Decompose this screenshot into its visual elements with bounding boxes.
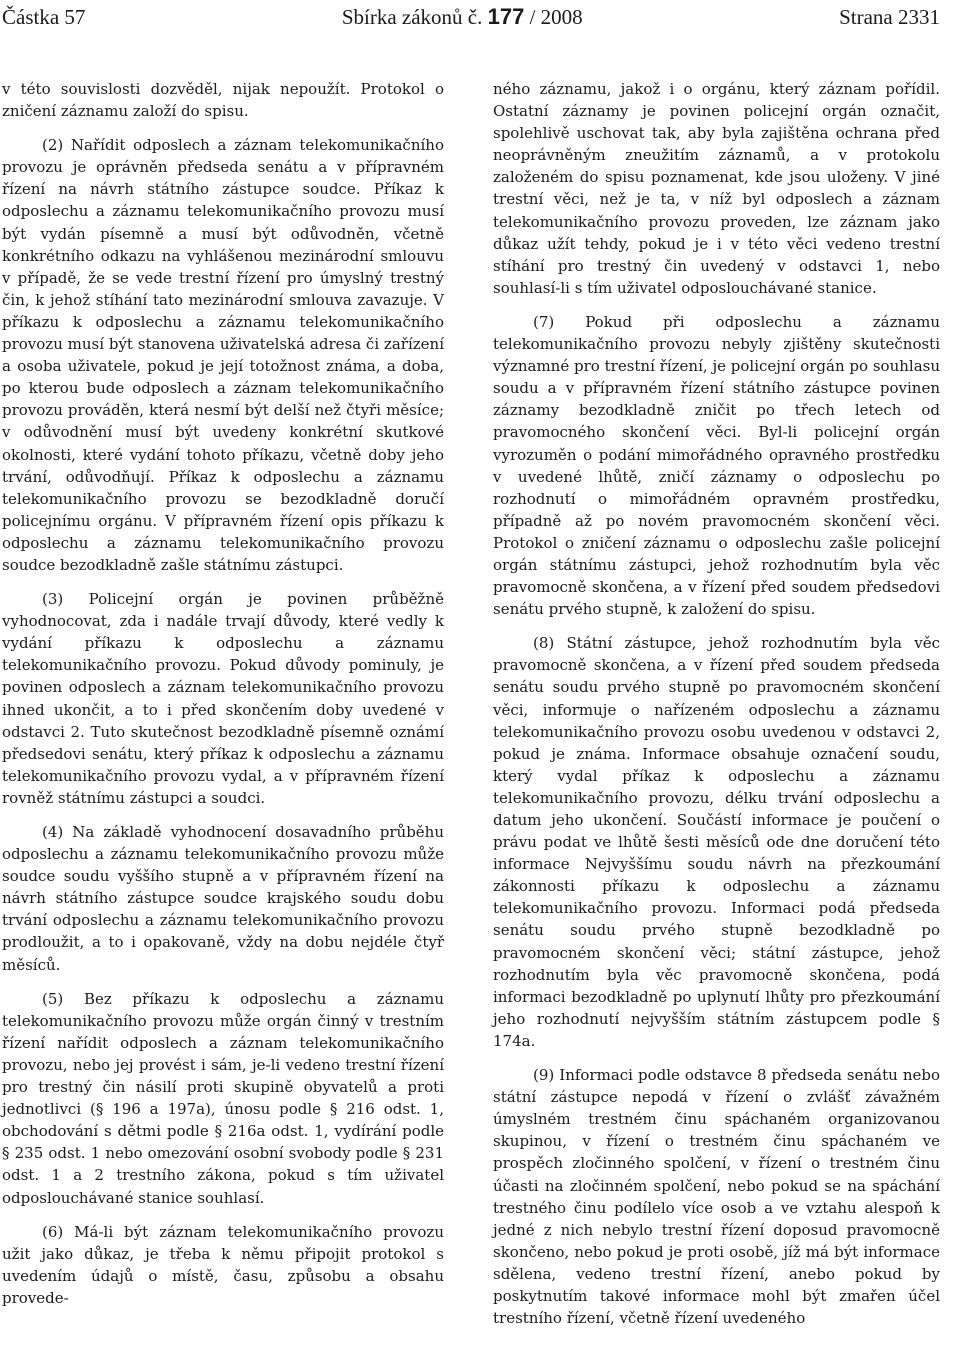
header-part: Částka 57 [2, 5, 86, 29]
paragraph: (8) Státní zástupce, jehož rozhodnutím byla věc pravomocně skončena, a v řízení před soudem předseda senátu soudu prvého stupně po pravomocném skončení věci, informuje o nařízeném odposlechu a záznamu telekomunikačního provozu osobu uvedenou v odstavci 2, pokud je známa. Informace obsahuje označení soudu, který vydal příkaz k odposlechu a záznamu telekomunikačního provozu, délku trvání odposlechu a datum jeho ukončení. Součástí informace je poučení o právu podat ve lhůtě šesti měsíců ode dne doručení této informace Nejvyššímu soudu návrh na přezkoumání zákonnosti příkazu k odposlechu a záznamu telekomunikačního provozu. Informaci podá předseda senátu soudu prvého stupně bezodkladně po pravomocném skončení věci; státní zástupce, jehož rozhodnutím byla věc pravomocně skončena, podá informaci bezodkladně po uplynutí lhůty pro přezkoumání jeho rozhodnutí nejvyšším státním zástupcem podle § 174a. [493, 634, 940, 1050]
paragraph: (2) Nařídit odposlech a záznam telekomunikačního provozu je oprávněn předseda senátu a v přípravném řízení na návrh státního zástupce soudce. Příkaz k odposlechu a záznamu telekomunikačního provozu musí být vydán písemně a musí být odůvodněn, včetně konkrétního odkazu na vyhlášenou mezinárodní smlouvu v případě, že se vede trestní řízení pro úmyslný trestný čin, k jehož stíhání tato mezinárodní smlouva zavazuje. V příkazu k odposlechu a záznamu telekomunikačního provozu musí být stanovena uživatelská adresa či zařízení a osoba uživatele, pokud je její totožnost známa, a doba, po kterou bude odposlech a záznam telekomunikačního provozu prováděn, která nesmí být delší než čtyři měsíce; v odůvodnění musí být uvedeny konkrétní skutkové okolnosti, které vydání tohoto příkazu, včetně doby jeho trvání, odůvodňují. Příkaz k odposlechu a záznamu telekomunikačního provozu se bezodkladně doručí policejnímu orgánu. V přípravném řízení opis příkazu k odposlechu a záznamu telekomunikačního provozu soudce bezodkladně zašle státnímu zástupci. [2, 136, 444, 574]
header-page-number: Strana 2331 [839, 5, 940, 29]
paragraph: v této souvislosti dozvěděl, nijak nepoužít. Protokol o zničení záznamu založí do spisu. [2, 80, 444, 121]
paragraph: (9) Informaci podle odstavce 8 předseda senátu nebo státní zástupce nepodá v řízení o zvlášť závažném úmyslném trestném činu spáchaném organizovanou skupinou, v řízení o trestném činu spáchaném ve prospěch zločinného spolčení, v řízení o trestném činu účasti na zločinném spolčení, nebo pokud se na spáchání trestného činu podílelo více osob a ve vztahu alespoň k jedné z nich nebylo trestní řízení doposud pravomocně skončeno, nebo pokud je proti osobě, jíž má být informace sdělena, vedeno trestní řízení, anebo pokud by poskytnutím takové informace mohl být zmařen účel trestního řízení, včetně řízení uvedeného [493, 1066, 940, 1328]
paragraph: ného záznamu, jakož i o orgánu, který záznam pořídil. Ostatní záznamy je povinen policejní orgán označit, spolehlivě uschovat tak, aby byla zajištěna ochrana před neoprávněným zneužitím záznamů, a v protokolu založeném do spisu poznamenat, kde jsou uloženy. V jiné trestní věci, než je ta, v níž byl odposlech a záznam telekomunikačního provozu proveden, lze záznam jako důkaz užít tehdy, pokud je i v této věci vedeno trestní stíhání pro trestný čin uvedený v odstavci 1, nebo souhlasí-li s tím uživatel odposlouchávané stanice. [493, 80, 940, 297]
paragraph: (5) Bez příkazu k odposlechu a záznamu telekomunikačního provozu může orgán činný v trestním řízení nařídit odposlech a záznam telekomunikačního provozu, nebo jej provést i sám, je-li vedeno trestní řízení pro trestný čin násilí proti skupině obyvatelů a proti jednotlivci (§ 196 a 197a), únosu podle § 216 odst. 1, obchodování s dětmi podle § 216a odst. 1, vydírání podle § 235 odst. 1 nebo omezování osobní svobody podle § 231 odst. 1 a 2 trestního zákona, pokud s tím uživatel odposlouchávané stanice souhlasí. [2, 989, 444, 1207]
header-collection-prefix: Sbírka zákonů č. [341, 5, 483, 29]
paragraph: (6) Má-li být záznam telekomunikačního provozu užit jako důkaz, je třeba k němu připojit protokol s uvedením údajů o místě, času, způsobu a obsahu provede- [2, 1222, 444, 1307]
paragraph: (7) Pokud při odposlechu a záznamu telekomunikačního provozu nebyly zjištěny skutečnosti významné pro trestní řízení, je policejní orgán po souhlasu soudu a v přípravném řízení státního zástupce povinen záznamy bezodkladně zničit po třech letech od pravomocného skončení věci. Byl-li policejní orgán vyrozuměn o podání mimořádného opravného prostředku v uvedené lhůtě, zničí záznamy o odposlechu po rozhodnutí o mimořádném opravném prostředku, případně až po novém pravomocném skončení věci. Protokol o zničení záznamu o odposlechu zašle policejní orgán státnímu zástupci, jehož rozhodnutím byla věc pravomocně skončena, a v řízení před soudem předsedovi senátu prvého stupně, k založení do spisu. [493, 312, 940, 619]
left-column [2, 78, 444, 1309]
header-collection-year: / 2008 [529, 5, 583, 29]
paragraph: (4) Na základě vyhodnocení dosavadního průběhu odposlechu a záznamu telekomunikačního provozu může soudce soudu vyššího stupně a v přípravném řízení na návrh státního zástupce soudce krajského soudu dobu trvání odposlechu a záznamu telekomunikačního provozu prodloužit, a to i opakovaně, vždy na dobu nejdéle čtyř měsíců. [2, 823, 444, 974]
header-collection [342, 4, 583, 30]
right-column [493, 78, 940, 1329]
paragraph: (3) Policejní orgán je povinen průběžně vyhodnocovat, zda i nadále trvají důvody, které vedly k vydání příkazu k odposlechu a záznamu telekomunikačního provozu. Pokud důvody pominuly, je povinen odposlech a záznam telekomunikačního provozu ihned ukončit, a to i před skončením doby uvedené v odstavci 2. Tuto skutečnost bezodkladně písemně oznámí předsedovi senátu, který příkaz k odposlechu a záznamu telekomunikačního provozu vydal, a v přípravném řízení rovněž státnímu zástupci a soudci. [2, 590, 444, 807]
page-header [2, 4, 940, 34]
header-collection-number: 177 [487, 4, 525, 29]
